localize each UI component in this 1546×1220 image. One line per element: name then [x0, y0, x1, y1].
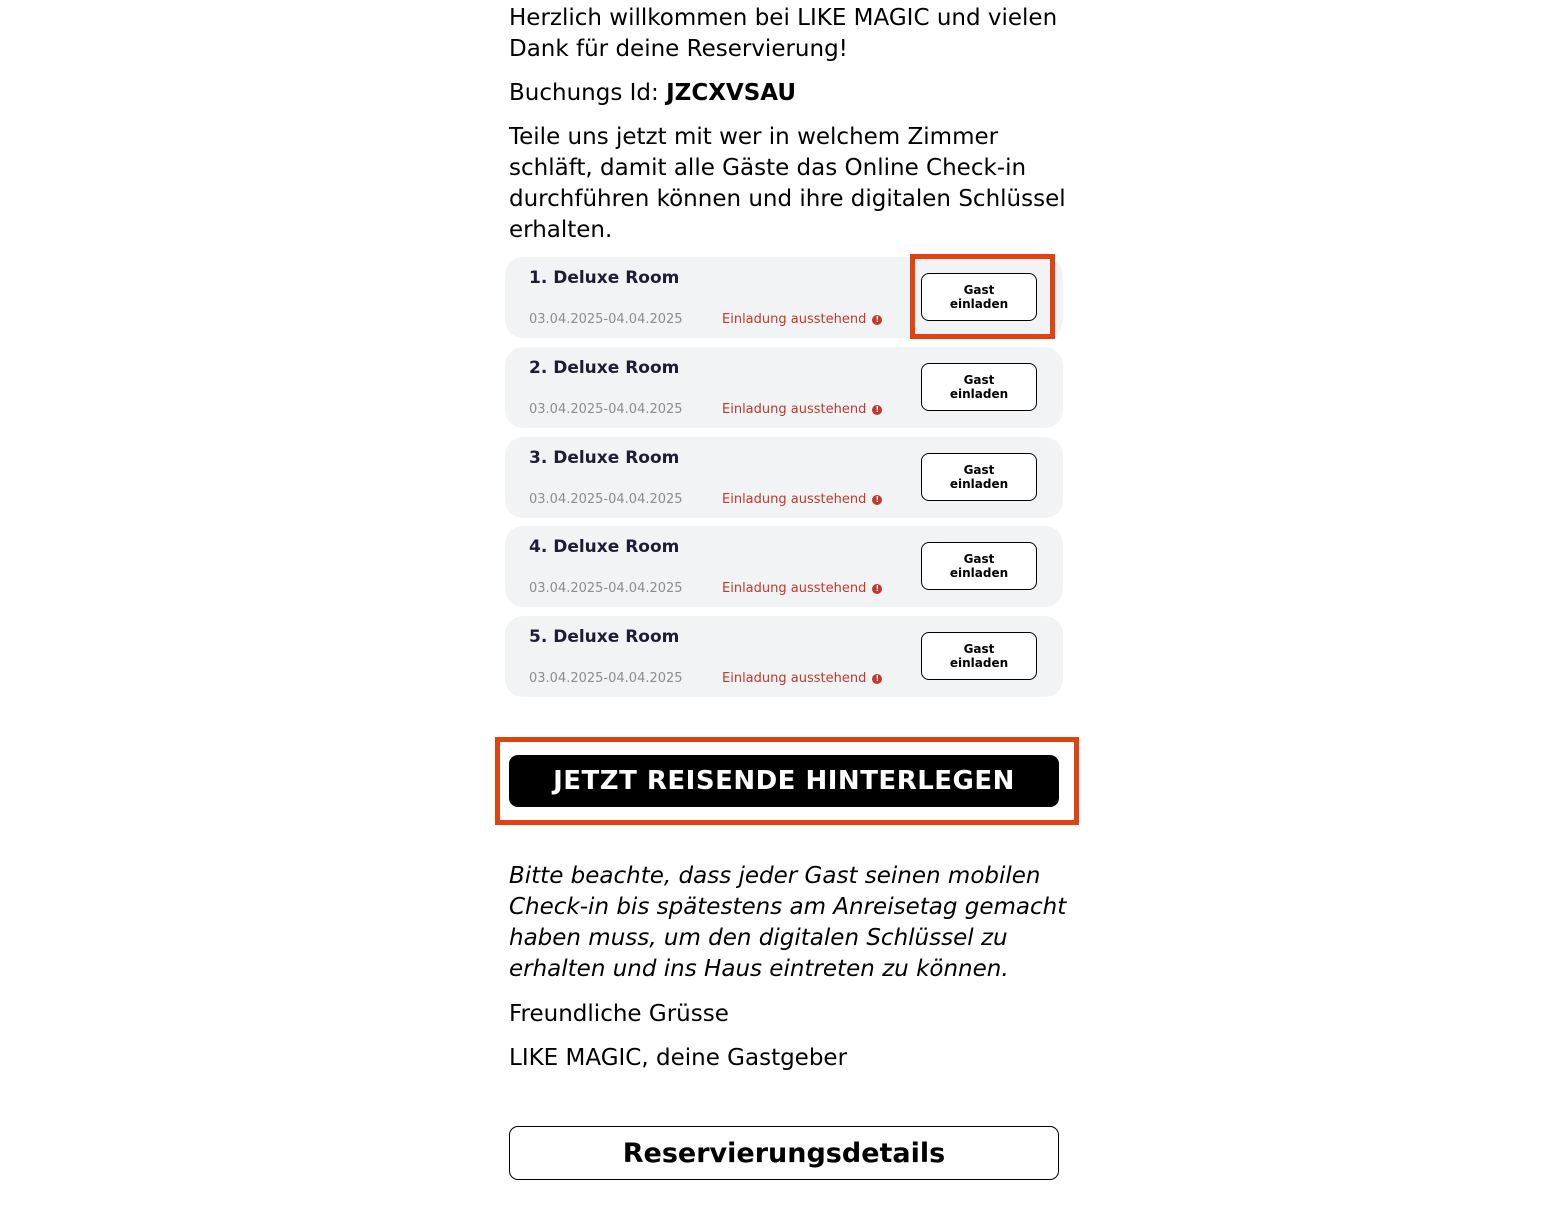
room-dates: 03.04.2025-04.04.2025: [529, 492, 683, 507]
alert-icon: !: [872, 495, 882, 505]
alert-icon: !: [872, 584, 882, 594]
room-card: [505, 437, 1063, 518]
room-card: [505, 616, 1063, 697]
welcome-text: Herzlich willkommen bei LIKE MAGIC und vielen Dank für deine Reservierung!: [509, 5, 1058, 62]
invitation-status: [722, 581, 882, 596]
invite-guest-button[interactable]: Gast einladen: [921, 453, 1037, 501]
booking-id-label: Buchungs Id:: [509, 80, 667, 106]
room-title: 1. Deluxe Room: [529, 268, 680, 288]
add-travelers-button[interactable]: JETZT REISENDE HINTERLEGEN: [509, 755, 1059, 807]
room-card: [505, 526, 1063, 607]
room-dates: 03.04.2025-04.04.2025: [529, 671, 683, 686]
room-card: [505, 347, 1063, 428]
alert-icon: !: [872, 674, 882, 684]
invitation-status: [722, 312, 882, 327]
room-title: 4. Deluxe Room: [529, 537, 680, 557]
alert-icon: !: [872, 315, 882, 325]
invitation-status: [722, 402, 882, 417]
booking-id-value: JZCXVSAU: [666, 80, 797, 106]
reservation-details-button[interactable]: Reservierungsdetails: [509, 1126, 1059, 1180]
booking-id: [509, 78, 1069, 109]
invitation-status: [722, 671, 882, 686]
regards-text: Freundliche Grüsse: [509, 1001, 729, 1027]
room-title: 2. Deluxe Room: [529, 358, 680, 378]
invite-guest-button[interactable]: Gast einladen: [921, 632, 1037, 680]
invite-guest-button[interactable]: Gast einladen: [921, 542, 1037, 590]
invitation-status-label: Einladung ausstehend: [722, 312, 867, 327]
alert-icon: !: [872, 405, 882, 415]
room-title: 5. Deluxe Room: [529, 627, 680, 647]
invite-guest-button[interactable]: Gast einladen: [921, 273, 1037, 321]
invitation-status-label: Einladung ausstehend: [722, 402, 867, 417]
invite-guest-button[interactable]: Gast einladen: [921, 363, 1037, 411]
room-dates: 03.04.2025-04.04.2025: [529, 402, 683, 417]
invitation-status-label: Einladung ausstehend: [722, 581, 867, 596]
invitation-status-label: Einladung ausstehend: [722, 671, 867, 686]
invitation-status: [722, 492, 882, 507]
checkin-note: Bitte beachte, dass jeder Gast seinen mobilen Check-in bis spätestens am Anreisetag gemacht haben muss, um den digitalen Schlüssel zu erhalten und ins Haus eintreten zu können.: [509, 863, 1067, 982]
room-title: 3. Deluxe Room: [529, 448, 680, 468]
room-card: [505, 257, 1063, 338]
room-dates: 03.04.2025-04.04.2025: [529, 312, 683, 327]
room-dates: 03.04.2025-04.04.2025: [529, 581, 683, 596]
signoff-text: LIKE MAGIC, deine Gastgeber: [509, 1045, 848, 1071]
invitation-status-label: Einladung ausstehend: [722, 492, 867, 507]
share-instructions: Teile uns jetzt mit wer in welchem Zimmer schläft, damit alle Gäste das Online Check-in durchführen können und ihre digitalen Schlüssel erhalten.: [509, 124, 1066, 243]
